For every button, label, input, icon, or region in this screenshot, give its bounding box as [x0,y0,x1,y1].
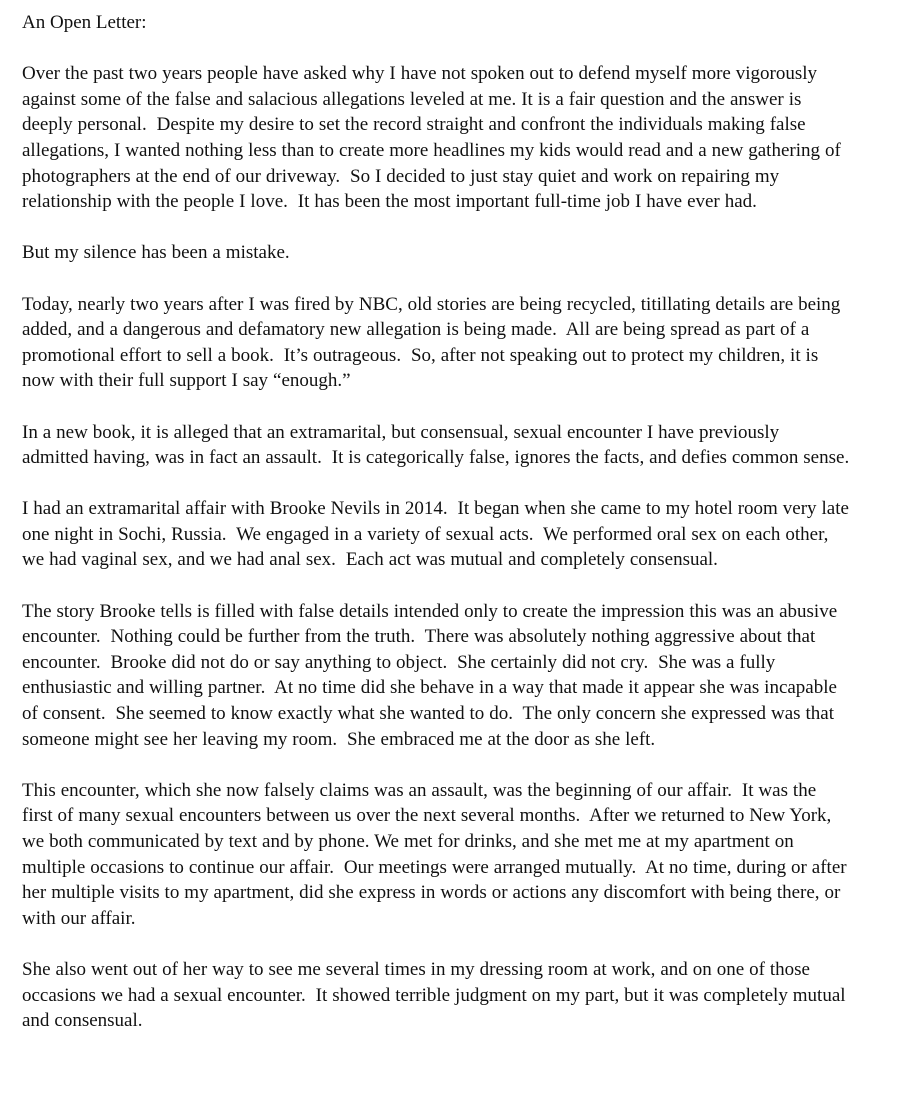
document-paragraph: I had an extramarital affair with Brooke Nevils in 2014. It began when she came to my hotel room very late one night in Sochi, Russia. We engaged in a variety of sexual acts. We performed oral sex on each other, we had vaginal sex, and we had anal sex. Each act was mutual and completely consensual. [22,498,854,571]
document-paragraph: The story Brooke tells is filled with false details intended only to create the impression this was an abusive encounter. Nothing could be further from the truth. There was absolutely nothing aggressive about that encounter. Brooke did not do or say anything to object. She certainly did not cry. She was a fully enthusiastic and willing partner. At no time did she behave in a way that made it appear she was incapable of consent. She seemed to know exactly what she wanted to do. The only concern she expressed was that someone might see her leaving my room. She embraced me at the door as she left. [22,600,843,750]
document-paragraph: This encounter, which she now falsely claims was an assault, was the beginning of our affair. It was the first of many sexual encounters between us over the next several months. After we returned to New York, we both communicated by text and by phone. We met for drinks, and she met me at my apartment on multiple occasions to continue our affair. Our meetings were arranged mutually. At no time, during or after her multiple visits to my apartment, did she express in words or actions any discomfort with being there, or with our affair. [22,779,852,929]
document-paragraph: Over the past two years people have asked why I have not spoken out to defend myself more vigorously against some of the false and salacious allegations leveled at me. It is a fair question and the answer is deeply personal. Despite my desire to set the record straight and confront the individuals making false allegations, I wanted nothing less than to create more headlines my kids would read and a new gathering of photographers at the end of our driveway. So I decided to just stay quiet and work on repairing my relationship with the people I love. It has been the most important full-time job I have ever had. [22,63,846,213]
document-title: An Open Letter: [22,12,147,33]
document-paragraph: In a new book, it is alleged that an extramarital, but consensual, sexual encounter I have previously admitted having, was in fact an assault. It is categorically false, ignores the facts, and defies common sense. [22,421,850,469]
document-paragraph: Today, nearly two years after I was fired by NBC, old stories are being recycled, titillating details are being added, and a dangerous and defamatory new allegation is being made. All are being spread as part of a promotional effort to sell a book. It’s outrageous. So, after not speaking out to protect my children, it is now with their full support I say “enough.” [22,293,846,392]
document-paragraph: She also went out of her way to see me several times in my dressing room at work, and on one of those occasions we had a sexual encounter. It showed terrible judgment on my part, but it was completely mutual and consensual. [22,958,851,1032]
document-body [22,10,854,1034]
document-paragraph: But my silence has been a mistake. [22,242,290,264]
